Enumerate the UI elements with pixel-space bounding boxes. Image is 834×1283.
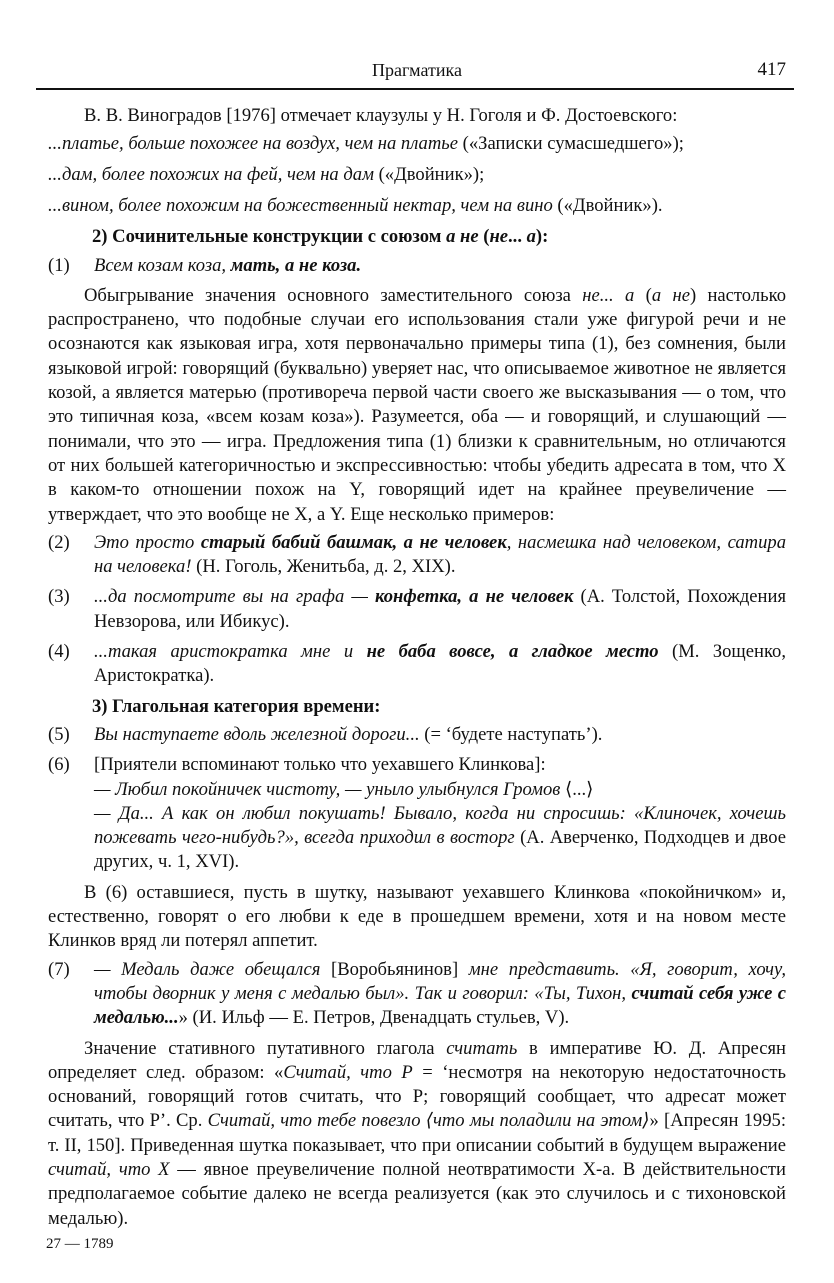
text-run: Значение стативного путативного глагола bbox=[84, 1037, 447, 1059]
emphasized-text: старый бабий башмак, а не человек bbox=[200, 531, 507, 553]
italic-text: Всем козам коза, bbox=[94, 254, 231, 276]
page-body bbox=[48, 104, 786, 1231]
text-run: [Воробьянинов] bbox=[320, 958, 469, 980]
italic-text: мне представить. «Я, говорит, хочу, чтобы дворник у меня с медалью был». Так и говорил: «Ты, Тихон, bbox=[94, 958, 786, 1004]
italic-text: считай, что X bbox=[48, 1158, 170, 1180]
italic-text: , насмешка над человеком, сатира на человека! bbox=[94, 531, 786, 578]
italic-text: Считай, что тебе повезло ⟨что мы поладили на этом⟩ bbox=[207, 1110, 650, 1132]
emphasized-text: мать, а не коза. bbox=[230, 254, 362, 276]
text-run: — явное преувеличение полной неотвратимости X-а. В действительности предполагаемое событие далеко не всегда реализуется (как это случилось и с тихоновской медалью). bbox=[48, 1158, 786, 1229]
example-number: (5) bbox=[48, 723, 70, 745]
text-run: ( bbox=[634, 284, 652, 306]
example-number: (3) bbox=[48, 586, 70, 608]
text-run: (= ‘будете наступать’). bbox=[419, 723, 603, 745]
text-run: (А. Аверченко, Подходцев и двое других, ч. 1, XVI). bbox=[94, 827, 786, 873]
text-run: ): bbox=[535, 226, 549, 248]
example-number: (6) bbox=[48, 754, 70, 776]
example-number: (7) bbox=[48, 958, 70, 980]
italic-text: а не bbox=[651, 284, 690, 306]
italic-text: ...дам, более похожих на фей, чем на дам bbox=[48, 164, 374, 186]
italic-text: Считай, что P bbox=[283, 1061, 413, 1083]
numbered-example bbox=[48, 723, 786, 747]
numbered-example bbox=[48, 254, 786, 278]
text-run: 3) Глагольная категория времени: bbox=[92, 695, 381, 717]
numbered-example bbox=[48, 640, 786, 689]
text-run: [Приятели вспоминают только что уехавшего Клинкова]: bbox=[94, 754, 546, 776]
quotation-line bbox=[48, 132, 786, 156]
text-run: В. В. Виноградов [1976] отмечает клаузулы у Н. Гоголя и Ф. Достоевского: bbox=[84, 105, 678, 126]
page-number: 417 bbox=[757, 59, 786, 80]
example-number: (1) bbox=[48, 254, 70, 276]
italic-text: а не bbox=[446, 226, 479, 248]
italic-text: считать bbox=[446, 1037, 518, 1059]
numbered-example bbox=[48, 753, 786, 874]
text-run: » [Апресян 1995: т. II, 150]. Приведенная шутка показывает, что при описании событий в будущем выражение bbox=[48, 1110, 786, 1156]
text-run: («Двойник»); bbox=[373, 164, 485, 186]
text-run: 2) Сочинительные конструкции с союзом bbox=[92, 226, 447, 248]
running-title: Прагматика bbox=[372, 60, 462, 80]
italic-text: не... а bbox=[582, 284, 635, 306]
text-run: (М. Зощенко, Аристократка). bbox=[94, 641, 786, 687]
paragraph bbox=[48, 1037, 786, 1231]
paragraph bbox=[48, 284, 786, 527]
text-run: («Записки сумасшедшего»); bbox=[458, 133, 684, 155]
text-run: ) настолько распространено, что подобные случаи его использования стали уже фигурой речи и не осознаются как языковая игра, хотя первоначально примеры типа (1), без сомнения, были языковой игрой: говорящий (буквально) уверяет нас, что описываемое животное не является козой, а является матерью (противореча первой части своего же высказывания — о том, что это типичная коза, «всем козам коза»). Разумеется, оба — и говорящий, и слушающий — понимали, что это — игра. Предложения типа (1) близки к сравнительным, но отличаются от них большей категоричностью и экспрессивностью: чтобы убедить адресата в том, что X в каком-то отношении похож на Y, говорящий идет на крайнее преувеличение — утверждает, что это вообще не X, а Y. Еще несколько примеров: bbox=[48, 284, 787, 525]
text-run: Обыгрывание значения основного заместительного союза bbox=[84, 284, 583, 306]
section-heading bbox=[92, 225, 786, 249]
text-run: = ‘несмотря на некоторую недостаточность оснований, говорящий готов считать, что P; говорящий сообщает, что адресат может считать, что P’. Ср. bbox=[48, 1061, 786, 1132]
quotation-line bbox=[48, 163, 786, 187]
emphasized-text: считай себя уже с медалью... bbox=[94, 982, 786, 1029]
text-run: (Н. Гоголь, Женитьба, д. 2, XIX). bbox=[191, 556, 456, 578]
numbered-example bbox=[48, 531, 786, 580]
text-run: («Двойник»). bbox=[552, 195, 663, 217]
italic-text: ...такая аристократка мне и bbox=[94, 641, 367, 663]
italic-text: — Любил покойничек чистоту, — уныло улыбнулся Громов bbox=[94, 778, 561, 800]
text-run: в императиве Ю. Д. Апресян определяет след. образом: « bbox=[48, 1037, 786, 1083]
italic-text: ...да посмотрите вы на графа — bbox=[94, 586, 376, 608]
text-run: » (И. Ильф — Е. Петров, Двенадцать стульев, V). bbox=[178, 1007, 570, 1029]
italic-text: — Медаль даже обещался bbox=[94, 958, 321, 980]
italic-text: не bbox=[489, 226, 509, 248]
text-run: ⟨...⟩ bbox=[560, 778, 594, 800]
numbered-example bbox=[48, 958, 786, 1031]
italic-text: а bbox=[526, 226, 536, 248]
example-line bbox=[94, 778, 786, 802]
quotation-line bbox=[48, 194, 786, 218]
italic-text: — Да... А как он любил покушать! Бывало, когда ни спросишь: «Клиночек, хочешь пожевать чего-нибудь?», всегда приходил в восторг bbox=[94, 802, 786, 849]
italic-text: ...платье, больше похожее на воздух, чем на платье bbox=[48, 133, 458, 155]
text-run: ... bbox=[508, 226, 527, 248]
italic-text: Это просто bbox=[94, 531, 201, 553]
italic-text: Вы наступаете вдоль железной дороги... bbox=[94, 723, 420, 745]
paragraph bbox=[48, 881, 786, 954]
printer-signature: 27 — 1789 bbox=[46, 1235, 114, 1252]
example-line bbox=[94, 802, 786, 875]
text-run: ( bbox=[478, 226, 490, 248]
text-run: (А. Толстой, Похождения Невзорова, или Ибикус). bbox=[94, 586, 786, 632]
paragraph bbox=[48, 104, 786, 128]
example-number: (2) bbox=[48, 531, 70, 553]
italic-text: ...вином, более похожим на божественный нектар, чем на вино bbox=[48, 195, 553, 217]
section-heading bbox=[92, 695, 786, 719]
emphasized-text: конфетка, а не человек bbox=[375, 586, 574, 608]
emphasized-text: не баба вовсе, а гладкое место bbox=[366, 641, 659, 663]
text-run: В (6) оставшиеся, пусть в шутку, называют уехавшего Клинкова «покойничком» и, естественно, говорят о его любви к еде в прошедшем времени, хотя и на новом месте Клинков вряд ли потерял аппетит. bbox=[48, 881, 786, 952]
example-line bbox=[94, 753, 786, 777]
example-number: (4) bbox=[48, 641, 70, 663]
numbered-example bbox=[48, 585, 786, 634]
